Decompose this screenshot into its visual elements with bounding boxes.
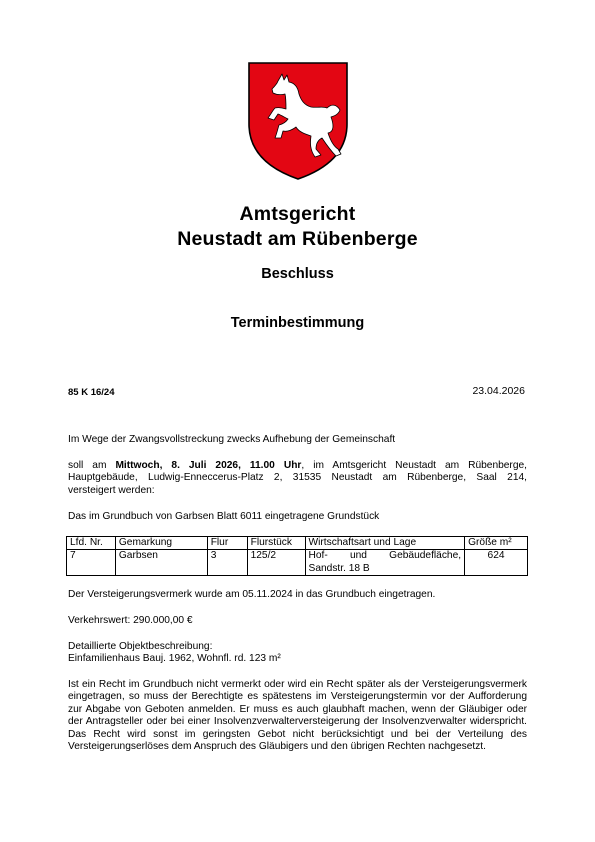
- court-name-line2: Neustadt am Rübenberge: [177, 228, 418, 250]
- auction-location: Hauptgebäude, Ludwig-Enneccerus-Platz 2, 31535 Neustadt am Rübenberge, Saal 214,: [68, 472, 527, 484]
- table-row: [67, 550, 528, 576]
- plot-intro: Das im Grundbuch von Garbsen Blatt 6011 eingetragene Grundstück: [68, 511, 380, 522]
- object-description-value: Einfamilienhaus Bauj. 1962, Wohnfl. rd. 123 m²: [68, 653, 281, 665]
- col-header-gemarkung: Gemarkung: [115, 537, 207, 550]
- cell-groesse: 624: [465, 550, 528, 576]
- auction-date: Mittwoch, 8. Juli 2026, 11.00 Uhr: [115, 460, 302, 471]
- auction-action: versteigert werden:: [68, 484, 155, 496]
- col-header-wirtschaftsart: Wirtschaftsart und Lage: [305, 537, 465, 550]
- auction-date-paragraph: [68, 460, 527, 497]
- date-line1-rest: , im Amtsgericht Neustadt am Rübenberge,: [301, 460, 527, 471]
- document-type: Beschluss: [261, 266, 334, 282]
- cell-gemarkung: Garbsen: [115, 550, 207, 576]
- object-description: [68, 641, 527, 666]
- date-prefix: soll am: [68, 460, 116, 471]
- cell-flurstueck: 125/2: [247, 550, 305, 576]
- table-header-row: [67, 537, 528, 550]
- document-subject: Terminbestimmung: [230, 315, 365, 331]
- col-header-lfd-nr: Lfd. Nr.: [67, 537, 116, 550]
- object-description-label: Detaillierte Objektbeschreibung:: [68, 641, 213, 652]
- col-header-flur: Flur: [207, 537, 247, 550]
- registration-note: Der Versteigerungsvermerk wurde am 05.11.2024 in das Grundbuch eingetragen.: [68, 589, 436, 600]
- cell-lfd-nr: 7: [67, 550, 116, 576]
- intro-paragraph: Im Wege der Zwangsvollstreckung zwecks Aufhebung der Gemeinschaft: [68, 434, 396, 445]
- cell-wirtschaftsart: Hof- und Gebäudefläche, Sandstr. 18 B: [305, 550, 465, 576]
- plot-table: [66, 536, 528, 576]
- rights-notice: Ist ein Recht im Grundbuch nicht vermerkt oder wird ein Recht später als der Versteigerungsvermerk eingetragen, so muss der Berechtigte es spätestens im Versteigerungstermin vor der Aufforderung zur Abgabe von Geboten anmelden. Er muss es auch glaubhaft machen, wenn der Gläubiger oder der Antragsteller oder bei einer Insolvenzverwalterversteigerung der Insolvenzverwalter widerspricht. Das Recht wird sonst im geringsten Gebot nicht berücksichtigt und bei der Verteilung des Versteigerungserlöses dem Anspruch des Gläubigers und den übrigen Rechten nachgesetzt.: [68, 679, 527, 753]
- market-value: Verkehrswert: 290.000,00 €: [68, 615, 193, 626]
- col-header-flurstueck: Flurstück: [247, 537, 305, 550]
- niedersachsen-crest: [248, 62, 348, 180]
- file-number: 85 K 16/24: [68, 387, 115, 398]
- cell-flur: 3: [207, 550, 247, 576]
- court-name-line1: Amtsgericht: [239, 203, 356, 225]
- col-header-groesse: Größe m²: [465, 537, 528, 550]
- document-date: 23.04.2026: [472, 385, 525, 397]
